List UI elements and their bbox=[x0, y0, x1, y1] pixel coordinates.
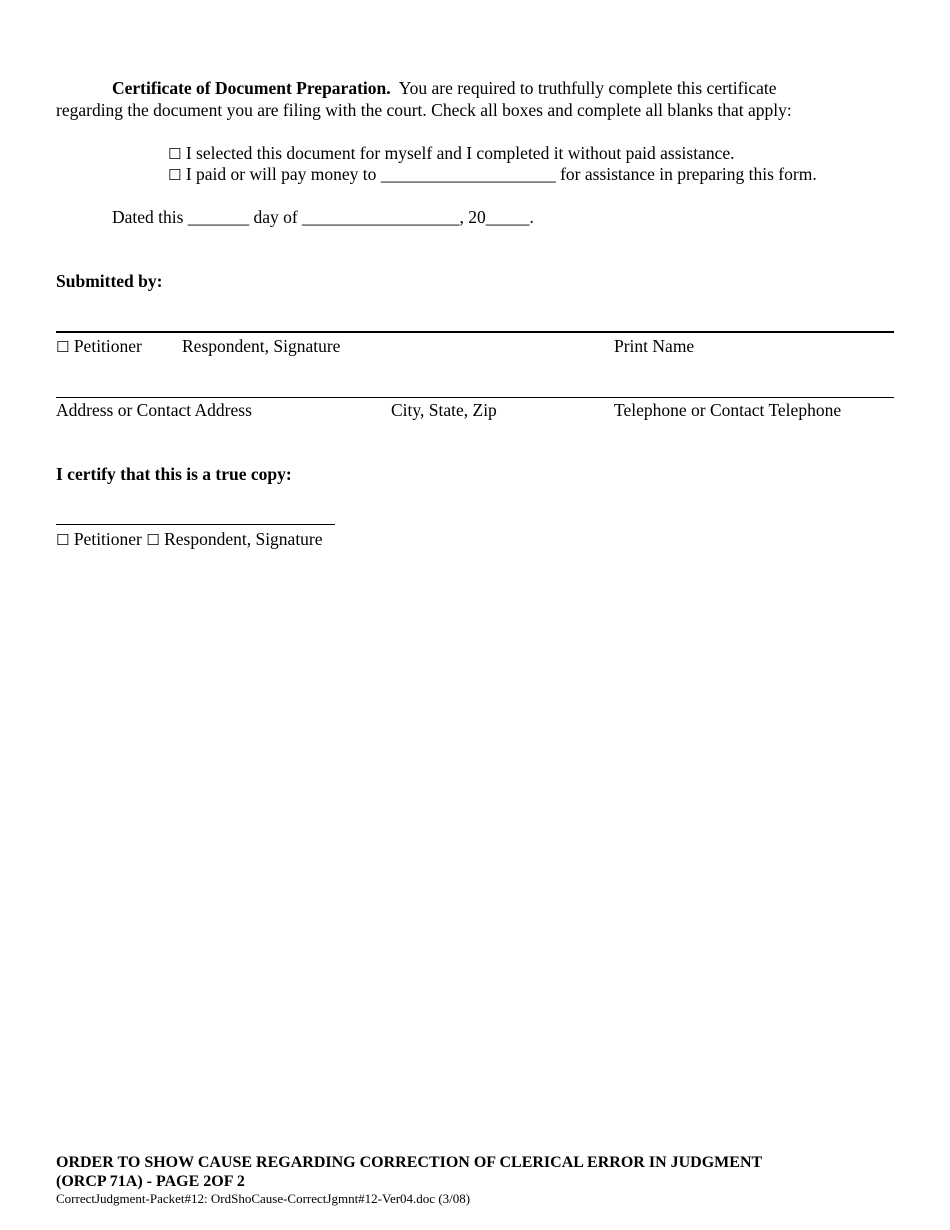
certificate-intro-line2: regarding the document you are filing with the court. Check all boxes and complete all blanks that apply: bbox=[56, 100, 792, 120]
certify-heading: I certify that this is a true copy: bbox=[56, 464, 292, 484]
print-name-label: Print Name bbox=[614, 336, 695, 356]
certificate-intro-text: You are required to truthfully complete this certificate bbox=[398, 78, 777, 98]
checkbox-certify-respondent-icon[interactable]: ☐ bbox=[146, 531, 160, 549]
dated-line: Dated this _______ day of __________________, 20_____. bbox=[112, 207, 534, 227]
certify-respondent-signature-label: Respondent, Signature bbox=[164, 529, 323, 549]
footer-file-ref: CorrectJudgment-Packet#12: OrdShoCause-CorrectJgmnt#12-Ver04.doc (3/08) bbox=[56, 1191, 471, 1206]
submitted-by-heading: Submitted by: bbox=[56, 271, 163, 291]
certificate-intro-line1 bbox=[112, 77, 777, 99]
option-self-prepared bbox=[168, 142, 735, 165]
certify-signature-row bbox=[56, 528, 323, 551]
footer-title-line2: (ORCP 71A) - PAGE 2OF 2 bbox=[56, 1173, 245, 1190]
signature-line bbox=[56, 331, 894, 333]
certificate-heading: Certificate of Document Preparation. bbox=[112, 78, 391, 98]
footer-title-line1: ORDER TO SHOW CAUSE REGARDING CORRECTION OF CLERICAL ERROR IN JUDGMENT bbox=[56, 1154, 763, 1171]
city-state-zip-label: City, State, Zip bbox=[391, 400, 497, 420]
checkbox-petitioner-icon[interactable]: ☐ bbox=[56, 338, 70, 356]
address-label: Address or Contact Address bbox=[56, 400, 252, 420]
checkbox-certify-petitioner-icon[interactable]: ☐ bbox=[56, 531, 70, 549]
checkbox-paid-assistance-icon[interactable]: ☐ bbox=[168, 166, 182, 184]
address-line bbox=[56, 397, 894, 398]
option-self-prepared-label: I selected this document for myself and I completed it without paid assistance. bbox=[185, 143, 735, 163]
certify-petitioner-label: Petitioner bbox=[73, 529, 142, 549]
petitioner-label: Petitioner bbox=[73, 336, 142, 356]
certify-signature-line bbox=[56, 524, 335, 525]
option-paid-assistance-label: I paid or will pay money to ____________________ for assistance in preparing this form. bbox=[185, 164, 817, 184]
respondent-signature-label: Respondent, Signature bbox=[182, 336, 341, 356]
submitted-signature-row bbox=[56, 335, 142, 358]
telephone-label: Telephone or Contact Telephone bbox=[614, 400, 842, 420]
option-paid-assistance bbox=[168, 163, 817, 186]
checkbox-self-prepared-icon[interactable]: ☐ bbox=[168, 145, 182, 163]
